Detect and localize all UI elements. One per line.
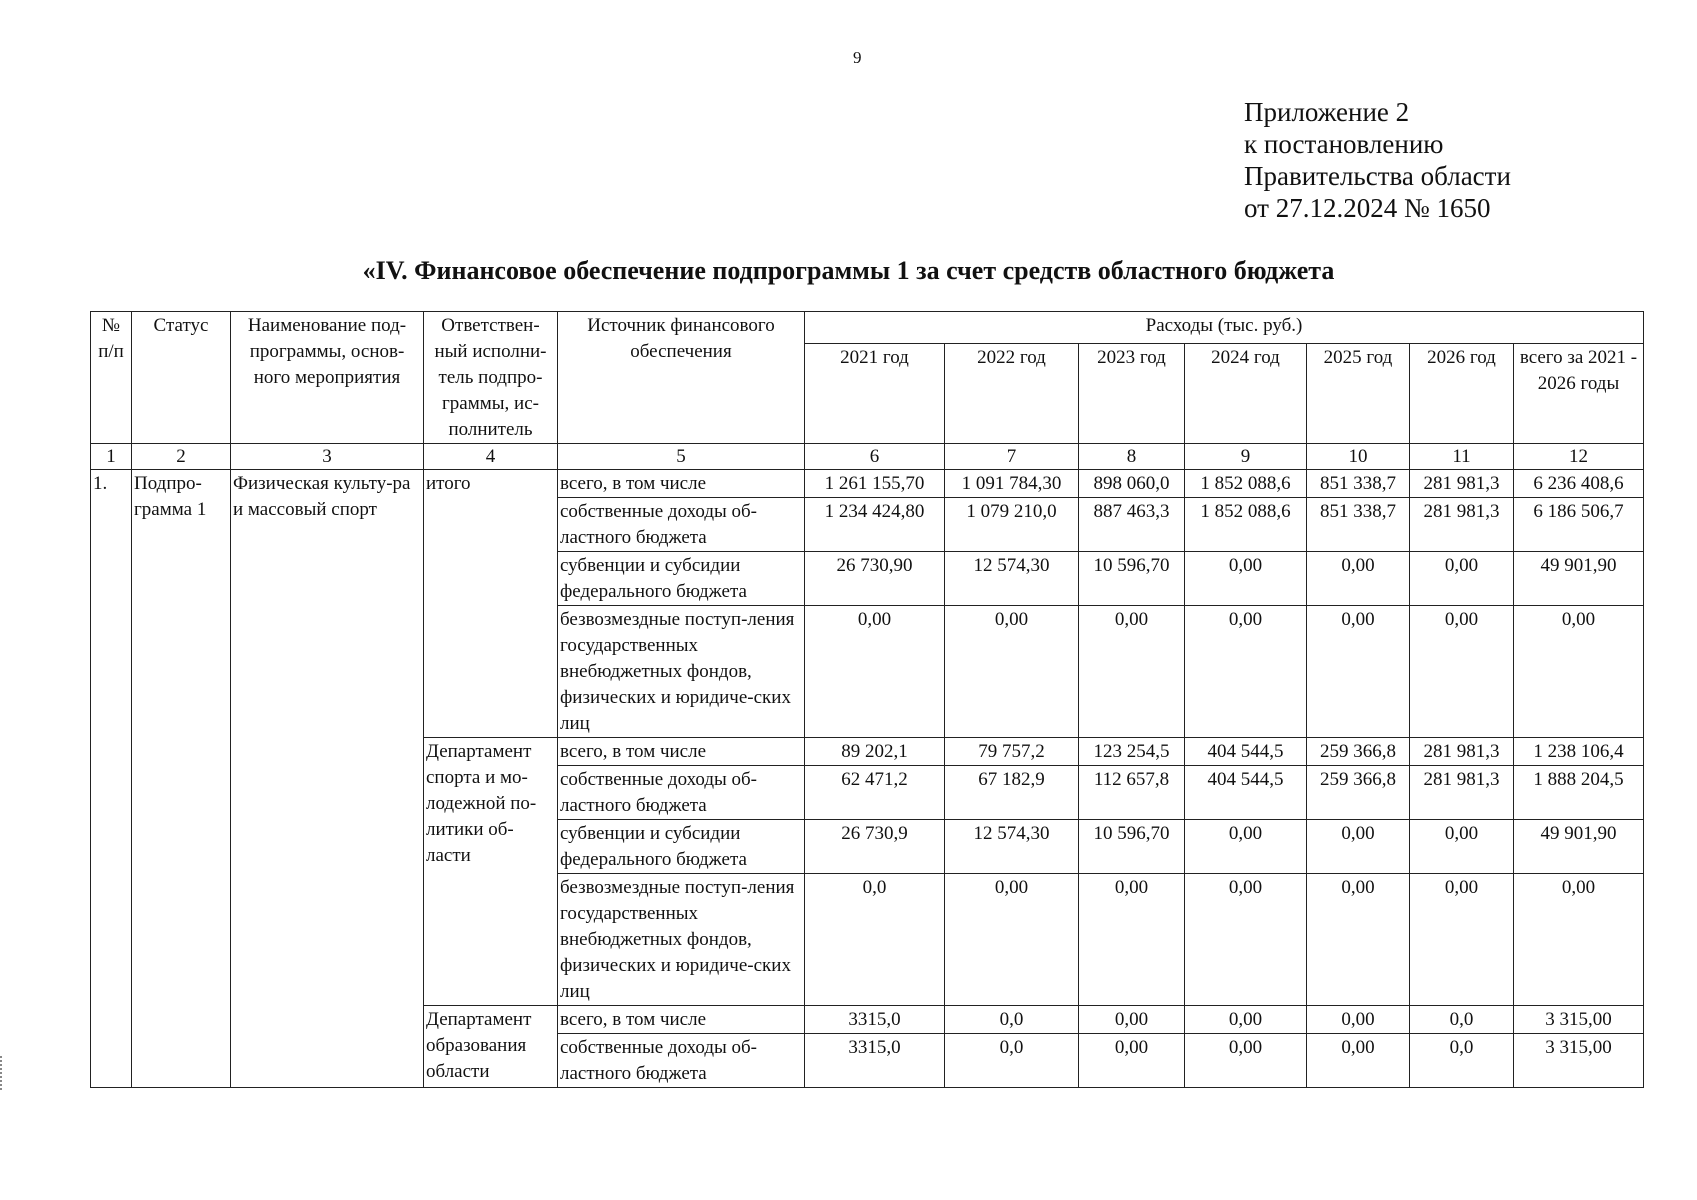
expense-cell: 0,0 xyxy=(1410,1006,1514,1034)
expense-total-cell: 6 186 506,7 xyxy=(1514,498,1644,552)
column-number-row xyxy=(91,444,1644,470)
column-number: 10 xyxy=(1307,444,1410,470)
expense-cell: 0,0 xyxy=(945,1034,1079,1088)
funding-source: собственные доходы об-ластного бюджета xyxy=(558,766,805,820)
expense-cell: 12 574,30 xyxy=(945,820,1079,874)
expense-total-cell: 0,00 xyxy=(1514,606,1644,738)
header-responsible: Ответствен-ный исполни-тель подпро-граммы, ис-полнитель xyxy=(424,312,558,444)
header-name: Наименование под-программы, основ-ного мероприятия xyxy=(231,312,424,444)
expense-cell: 0,00 xyxy=(1307,1006,1410,1034)
funding-source: субвенции и субсидии федерального бюджета xyxy=(558,820,805,874)
appendix-line: Приложение 2 xyxy=(1244,97,1410,127)
expense-cell: 0,00 xyxy=(1079,1034,1185,1088)
expense-cell: 887 463,3 xyxy=(1079,498,1185,552)
row-name: Физическая культу-ра и массовый спорт xyxy=(231,470,424,1088)
expense-cell: 0,00 xyxy=(1185,874,1307,1006)
expense-total-cell: 49 901,90 xyxy=(1514,820,1644,874)
funding-source: всего, в том числе xyxy=(558,738,805,766)
expense-total-cell: 1 888 204,5 xyxy=(1514,766,1644,820)
document-title: «IV. Финансовое обеспечение подпрограммы 1 за счет средств областного бюджета xyxy=(362,256,1335,285)
expense-cell: 3315,0 xyxy=(805,1006,945,1034)
header-source: Источник финансового обеспечения xyxy=(558,312,805,444)
expense-cell: 281 981,3 xyxy=(1410,738,1514,766)
expense-cell: 0,00 xyxy=(1185,820,1307,874)
expense-cell: 851 338,7 xyxy=(1307,470,1410,498)
appendix-line: от 27.12.2024 № 1650 xyxy=(1244,193,1491,223)
expense-cell: 10 596,70 xyxy=(1079,820,1185,874)
expense-cell: 0,00 xyxy=(1079,1006,1185,1034)
column-number: 1 xyxy=(91,444,132,470)
expense-cell: 259 366,8 xyxy=(1307,766,1410,820)
expense-cell: 0,00 xyxy=(1307,1034,1410,1088)
expense-cell: 26 730,90 xyxy=(805,552,945,606)
expense-cell: 3315,0 xyxy=(805,1034,945,1088)
expense-cell: 281 981,3 xyxy=(1410,766,1514,820)
row-number: 1. xyxy=(91,470,132,1088)
funding-source: собственные доходы об-ластного бюджета xyxy=(558,498,805,552)
expense-cell: 1 234 424,80 xyxy=(805,498,945,552)
expense-cell: 26 730,9 xyxy=(805,820,945,874)
expense-cell: 0,00 xyxy=(1307,820,1410,874)
column-number: 7 xyxy=(945,444,1079,470)
column-number: 8 xyxy=(1079,444,1185,470)
expense-cell: 89 202,1 xyxy=(805,738,945,766)
expense-cell: 404 544,5 xyxy=(1185,738,1307,766)
expense-total-cell: 3 315,00 xyxy=(1514,1006,1644,1034)
header-status: Статус xyxy=(132,312,231,444)
column-number: 2 xyxy=(132,444,231,470)
header-year: 2024 год xyxy=(1185,344,1307,444)
responsible-executor: Департамент образования области xyxy=(424,1006,558,1088)
expense-cell: 0,00 xyxy=(1185,606,1307,738)
expense-total-cell: 1 238 106,4 xyxy=(1514,738,1644,766)
header-year: 2026 год xyxy=(1410,344,1514,444)
appendix-line: Правительства области xyxy=(1244,161,1511,191)
column-number: 9 xyxy=(1185,444,1307,470)
header-year: 2022 год xyxy=(945,344,1079,444)
expense-total-cell: 6 236 408,6 xyxy=(1514,470,1644,498)
column-number: 4 xyxy=(424,444,558,470)
expense-cell: 0,00 xyxy=(1307,874,1410,1006)
expense-cell: 0,00 xyxy=(805,606,945,738)
expense-cell: 0,00 xyxy=(1410,820,1514,874)
expense-cell: 851 338,7 xyxy=(1307,498,1410,552)
expense-cell: 404 544,5 xyxy=(1185,766,1307,820)
expense-cell: 0,00 xyxy=(1185,1006,1307,1034)
funding-source: собственные доходы об-ластного бюджета xyxy=(558,1034,805,1088)
expense-cell: 62 471,2 xyxy=(805,766,945,820)
appendix-line: к постановлению xyxy=(1244,129,1444,159)
column-number: 5 xyxy=(558,444,805,470)
expense-total-cell: 49 901,90 xyxy=(1514,552,1644,606)
expense-cell: 1 261 155,70 xyxy=(805,470,945,498)
column-number: 3 xyxy=(231,444,424,470)
expense-cell: 281 981,3 xyxy=(1410,498,1514,552)
appendix-note xyxy=(1244,96,1511,224)
expense-total-cell: 0,00 xyxy=(1514,874,1644,1006)
expense-cell: 0,00 xyxy=(945,874,1079,1006)
expense-total-cell: 3 315,00 xyxy=(1514,1034,1644,1088)
financing-table xyxy=(90,311,1644,1088)
expense-cell: 0,00 xyxy=(945,606,1079,738)
expense-cell: 10 596,70 xyxy=(1079,552,1185,606)
scan-edge-mark xyxy=(0,1056,6,1090)
funding-source: всего, в том числе xyxy=(558,1006,805,1034)
responsible-executor: итого xyxy=(424,470,558,738)
column-number: 12 xyxy=(1514,444,1644,470)
expense-cell: 0,00 xyxy=(1185,1034,1307,1088)
expense-cell: 0,00 xyxy=(1410,874,1514,1006)
column-number: 11 xyxy=(1410,444,1514,470)
header-expenses: Расходы (тыс. руб.) xyxy=(805,312,1644,344)
expense-cell: 0,0 xyxy=(805,874,945,1006)
funding-source: субвенции и субсидии федерального бюджета xyxy=(558,552,805,606)
expense-cell: 0,0 xyxy=(945,1006,1079,1034)
page-number: 9 xyxy=(853,48,862,67)
expense-cell: 281 981,3 xyxy=(1410,470,1514,498)
funding-source: безвозмездные поступ-ления государственных внебюджетных фондов, физических и юридиче-ских лиц xyxy=(558,874,805,1006)
table-row xyxy=(91,470,1644,498)
expense-cell: 0,00 xyxy=(1079,874,1185,1006)
expense-cell: 12 574,30 xyxy=(945,552,1079,606)
expense-cell: 123 254,5 xyxy=(1079,738,1185,766)
header-year: 2023 год xyxy=(1079,344,1185,444)
header-num: № п/п xyxy=(91,312,132,444)
expense-cell: 0,00 xyxy=(1410,552,1514,606)
expense-cell: 1 091 784,30 xyxy=(945,470,1079,498)
expense-cell: 898 060,0 xyxy=(1079,470,1185,498)
expense-cell: 1 079 210,0 xyxy=(945,498,1079,552)
expense-cell: 0,00 xyxy=(1307,606,1410,738)
expense-cell: 0,00 xyxy=(1307,552,1410,606)
expense-cell: 0,00 xyxy=(1079,606,1185,738)
header-year: 2025 год xyxy=(1307,344,1410,444)
header-year-total: всего за 2021 - 2026 годы xyxy=(1514,344,1644,444)
responsible-executor: Департамент спорта и мо-лодежной по-литики об-ласти xyxy=(424,738,558,1006)
expense-cell: 67 182,9 xyxy=(945,766,1079,820)
expense-cell: 259 366,8 xyxy=(1307,738,1410,766)
expense-cell: 0,00 xyxy=(1185,552,1307,606)
expense-cell: 1 852 088,6 xyxy=(1185,498,1307,552)
expense-cell: 0,00 xyxy=(1410,606,1514,738)
header-year: 2021 год xyxy=(805,344,945,444)
expense-cell: 112 657,8 xyxy=(1079,766,1185,820)
funding-source: безвозмездные поступ-ления государственных внебюджетных фондов, физических и юридиче-ских лиц xyxy=(558,606,805,738)
expense-cell: 79 757,2 xyxy=(945,738,1079,766)
expense-cell: 1 852 088,6 xyxy=(1185,470,1307,498)
expense-cell: 0,0 xyxy=(1410,1034,1514,1088)
funding-source: всего, в том числе xyxy=(558,470,805,498)
column-number: 6 xyxy=(805,444,945,470)
row-status: Подпро-грамма 1 xyxy=(132,470,231,1088)
